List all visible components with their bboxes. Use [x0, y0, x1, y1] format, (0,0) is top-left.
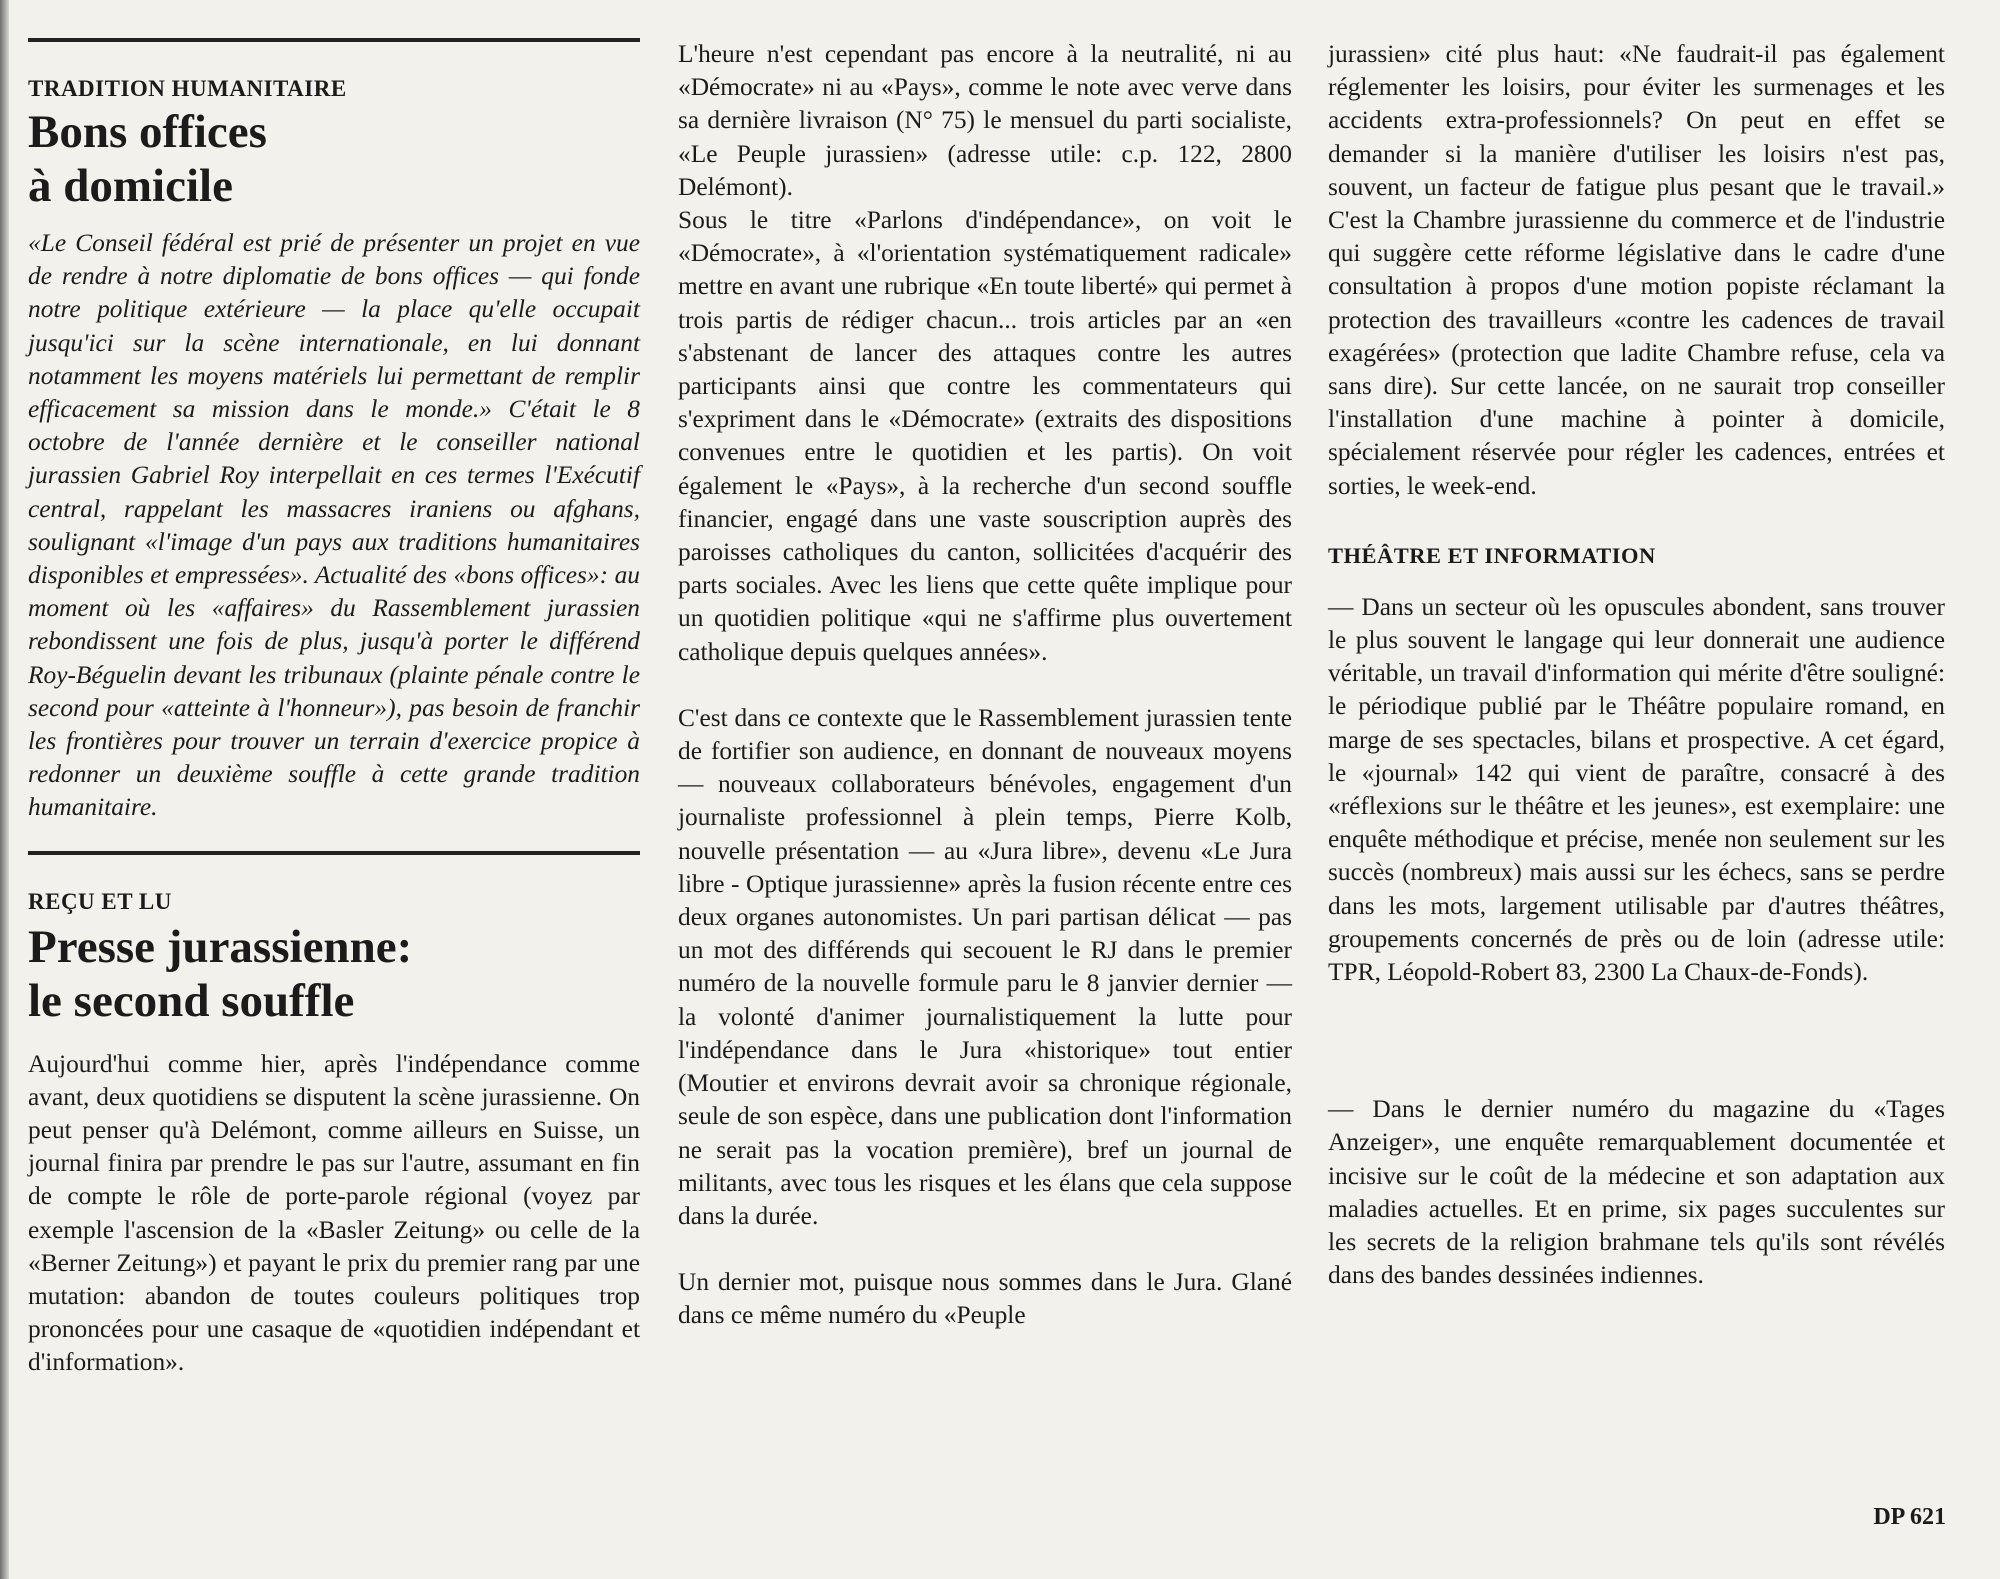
section-rule	[28, 38, 640, 42]
page-binding-edge	[0, 0, 9, 1579]
article-title	[28, 105, 640, 213]
article-title-line: Presse jurassienne:	[28, 920, 413, 973]
article-lead: «Le Conseil fédéral est prié de présenter un projet en vue de rendre à notre diplomatie de bons offices — qui fonde notre politique extérieure — la place qu'elle occupait jusqu'ici sur la scène internationale, en lui donnant notamment les moyens matériels lui permettant de remplir efficacement sa mission dans le monde.» C'était le 8 octobre de l'année dernière et le conseiller national jurassien Gabriel Roy interpellait en ces termes l'Exécutif central, rappelant les massacres iraniens ou afghans, soulignant «l'image d'un pays aux traditions humanitaires disponibles et empressées». Actualité des «bons offices»: au moment où les «affaires» du Rassemblement jurassien rebondissent une fois de plus, jusqu'à porter le différend Roy-Béguelin devant les tribunaux (plainte pénale contre le second pour «atteinte à l'honneur»), pas besoin de franchir les frontières pour trouver un terrain d'exercice propice à redonner un deuxième souffle à cette grande tradition humanitaire.	[28, 229, 640, 822]
article-title-line: à domicile	[28, 160, 233, 212]
article-title-line: le second souffle	[28, 974, 355, 1027]
column-left	[28, 0, 640, 1380]
column-middle	[678, 0, 1292, 1333]
article-paragraph: Aujourd'hui comme hier, après l'indépendance comme avant, deux quotidiens se disputent la scène jurassienne. On peut penser qu'à Delémont, comme ailleurs en Suisse, un journal finira par prendre le pas sur l'autre, assumant en fin de compte le rôle de porte-parole régional (voyez par exemple l'ascension de la «Basler Zeitung» ou celle de la «Berner Zeitung») et payant le prix du premier rang par une mutation: abandon de toutes couleurs politiques trop prononcées pour une casaque de «quotidien indépendant et d'information».	[28, 1049, 640, 1377]
article-paragraph: L'heure n'est cependant pas encore à la neutralité, ni au «Démocrate» ni au «Pays», comme le note avec verve dans sa dernière livraison (N° 75) le mensuel du parti socialiste, «Le Peuple jurassien» (adresse utile: c.p. 122, 2800 Delémont).	[678, 40, 1292, 201]
article-paragraph: Sous le titre «Parlons d'indépendance», on voit le «Démocrate», à «l'orientation systématiquement radicale» mettre en avant une rubrique «En toute liberté» qui permet à trois partis de rédiger chacun... trois articles par an «en s'abstenant de lancer des attaques contre les autres participants ainsi que contre les commentateurs qui s'expriment dans le «Démocrate» (extraits des dispositions convenues entre le quotidien et les partis). On voit également le «Pays», à la recherche d'un second souffle financier, engagé dans une vaste souscription auprès des paroisses catholiques du canton, sollicitées d'acquérir des parts sociales. Avec les liens que cette quête implique pour un quotidien politique «qui ne s'affirme plus ouvertement catholique depuis quelques années».	[678, 206, 1292, 666]
article-paragraph: C'est dans ce contexte que le Rassemblement jurassien tente de fortifier son audience, en donnant de nouveaux moyens — nouveaux collaborateurs bénévoles, engagement d'un journaliste professionnel à plein temps, Pierre Kolb, nouvelle présentation — au «Jura libre», devenu «Le Jura libre - Optique jurassienne» après la fusion récente entre ces deux organes autonomistes. Un pari partisan délicat — pas un mot des différends qui secouent le RJ dans le premier numéro de la nouvelle formule paru le 8 janvier dernier — la volonté d'animer journalistiquement la lutte pour l'indépendance dans le Jura «historique» tout entier (Moutier et environs devrait avoir sa chronique régionale, seule de son espèce, dans une publication dont l'information ne serait pas la vocation première), bref un journal de militants, avec tous les risques et les élans que cela suppose dans la durée.	[678, 703, 1292, 1230]
section-rule	[28, 851, 640, 855]
article-kicker: TRADITION HUMANITAIRE	[28, 76, 347, 101]
article-paragraph: — Dans un secteur où les opuscules abondent, sans trouver le plus souvent le langage qui leur donnerait une audience véritable, un travail d'information qui mérite d'être souligné: le périodique publié par le Théâtre populaire romand, en marge de ses spectacles, bilans et prospective. A cet égard, le «journal» 142 qui vient de paraître, consacré à des «réflexions sur le théâtre et les jeunes», est exemplaire: une enquête méthodique et précise, menée non seulement sur les succès (nombreux) mais aussi sur les échecs, sans se perdre dans les mots, largement utilisable par d'autres théâtres, groupements concernés de près ou de loin (adresse utile: TPR, Léopold-Robert 83, 2300 La Chaux-de-Fonds).	[1328, 592, 1945, 987]
article-paragraph: Un dernier mot, puisque nous sommes dans le Jura. Glané dans ce même numéro du «Peuple	[678, 1268, 1292, 1330]
section-heading: THÉÂTRE ET INFORMATION	[1328, 542, 1656, 568]
article-title-line: Bons offices	[28, 106, 267, 158]
article-paragraph: jurassien» cité plus haut: «Ne faudrait-il pas également réglementer les loisirs, pour éviter les surmenages et les accidents extra-professionnels? On peut en effet se demander si la manière d'utiliser les loisirs n'est pas, souvent, un facteur de fatigue plus pesant que le travail.» C'est la Chambre jurassienne du commerce et de l'industrie qui suggère cette réforme législative dans le cadre d'une consultation à propos d'une motion popiste réclamant la protection des travailleurs «contre les cadences de travail exagérées» (protection que ladite Chambre refuse, cela va sans dire). Sur cette lancée, on ne saurait trop conseiller l'installation d'une machine à pointer à domicile, spécialement réservée pour régler les cadences, entrées et sorties, le week-end.	[1328, 40, 1945, 500]
article-title	[28, 920, 640, 1028]
page-number: DP 621	[1873, 1504, 1946, 1530]
article-paragraph: — Dans le dernier numéro du magazine du «Tages Anzeiger», une enquête remarquablement documentée et incisive sur le coût de la médecine et son adaptation aux maladies actuelles. Et en prime, six pages succulentes sur les secrets de la religion brahmane tels qu'ils sont révélés dans des bandes dessinées indiennes.	[1328, 1095, 1945, 1290]
column-right	[1328, 0, 1945, 1293]
article-kicker: REÇU ET LU	[28, 888, 172, 914]
